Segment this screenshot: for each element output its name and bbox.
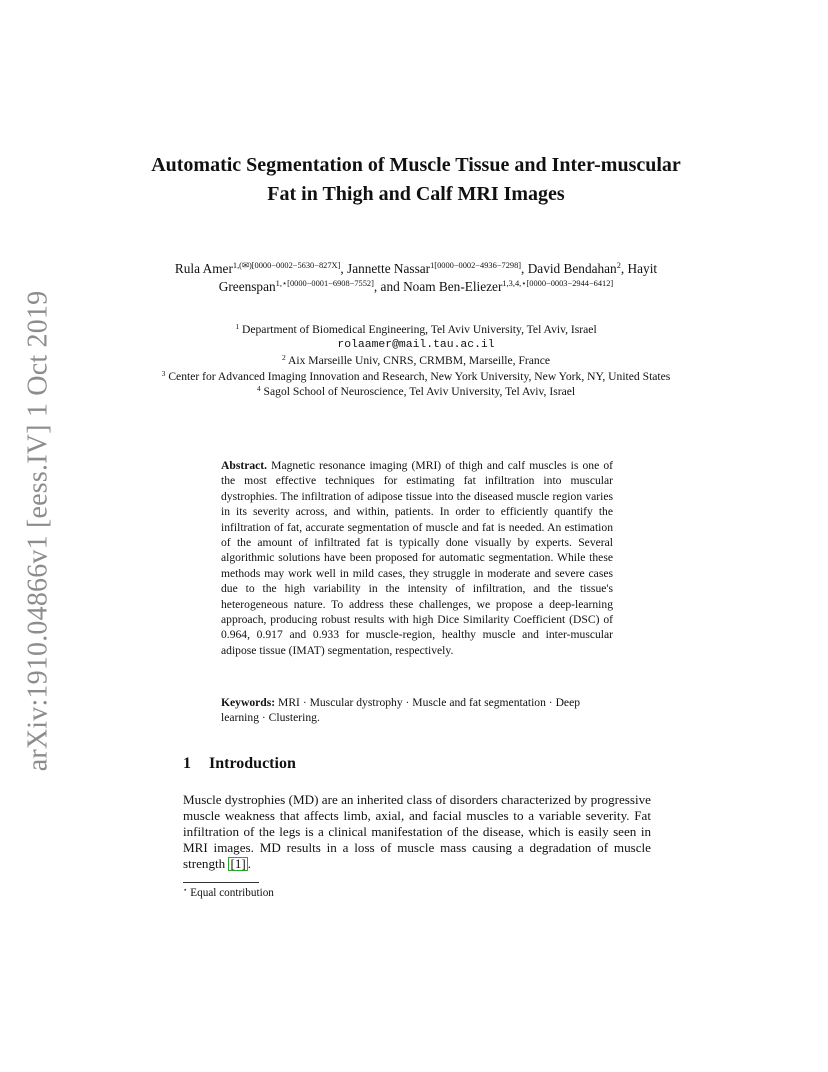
affiliation-item: [160, 369, 672, 385]
affiliation-number: 4: [256, 384, 261, 394]
author-affiliation-mark: 1[0000−0002−4936−7298]: [430, 261, 522, 270]
author-name: Jannette Nassar: [347, 261, 431, 276]
section-heading: [183, 754, 296, 774]
author-separator: ,: [521, 261, 528, 276]
author-separator: ,: [620, 261, 628, 276]
section-title: Introduction: [209, 755, 296, 772]
author-name: Rula Amer: [174, 261, 233, 276]
arxiv-stamp: [18, 290, 58, 772]
author-list: [160, 260, 672, 296]
email-link[interactable]: rolaamer@mail.tau.ac.il: [337, 338, 495, 351]
affiliation-text: Sagol School of Neuroscience, Tel Aviv University, Tel Aviv, Israel: [263, 385, 576, 399]
affiliation-item: [160, 322, 672, 338]
abstract-text: Magnetic resonance imaging (MRI) of thigh and calf muscles is one of the most effective techniques for estimating fat infiltration into muscular dystrophies. The infiltration of adipose tissue into the diseased muscle region varies in its severity across, and within, patients. In order to efficiently quantify the infiltration of fat, accurate segmentation of muscle and fat is needed. An estimation of the amount of infiltrated fat is typically done visually by experts. Several algorithmic solutions have been proposed for automatic segmentation. While these methods may work well in mild cases, they struggle in moderate and severe cases due to the high variability in the intensity of infiltration, and the tissue's heterogeneous nature. To address these challenges, we propose a deep-learning approach, producing robust results with high Dice Similarity Coefficient (DSC) of 0.964, 0.917 and 0.933 for muscle-region, healthy muscle and inter-muscular adipose tissue (IMAT) segmentation, respectively.: [221, 459, 613, 657]
keywords-text: MRI · Muscular dystrophy · Muscle and fat segmentation · Deep learning · Clustering.: [221, 696, 581, 725]
footnote-text: Equal contribution: [190, 887, 274, 899]
affiliation-text: Center for Advanced Imaging Innovation and Research, New York University, New York, NY, United States: [168, 369, 671, 383]
arxiv-stamp-text: arXiv:1910.04866v1 [eess.IV] 1 Oct 2019: [22, 290, 54, 772]
author-separator: ,: [340, 261, 348, 276]
footnote: [183, 886, 274, 900]
affiliation-text: Aix Marseille Univ, CNRS, CRMBM, Marseille, France: [287, 354, 551, 368]
abstract-label: Abstract.: [221, 459, 268, 472]
affiliation-number: 2: [281, 353, 286, 363]
intro-text: Muscle dystrophies (MD) are an inherited class of disorders characterized by progressive muscle weakness that affects limb, axial, and facial muscles to a variable severity. Fat infiltration of the legs is a clinical manifestation of the disease, which is easily seen in MRI images. MD results in a loss of muscle mass causing a degradation of muscle strength: [183, 792, 651, 871]
footnote-mark: ⋆: [183, 886, 188, 894]
affiliation-item: [160, 384, 672, 400]
intro-paragraph: [183, 792, 651, 872]
paper-title: Automatic Segmentation of Muscle Tissue and Inter-muscular Fat in Thigh and Calf MRI Images: [151, 154, 681, 205]
affiliation-item: [160, 353, 672, 369]
author-name: Noam Ben-Eliezer: [403, 279, 503, 294]
author-affiliation-mark: 1,⋆[0000−0001−6908−7552]: [275, 279, 374, 288]
author-affiliation-mark: 1,(✉)[0000−0002−5630−827X]: [232, 261, 341, 270]
affiliation-number: 3: [161, 368, 166, 378]
abstract: [221, 458, 613, 658]
affiliation-text: Department of Biomedical Engineering, Tel Aviv University, Tel Aviv, Israel: [241, 323, 597, 336]
affiliation-number: 1: [235, 322, 240, 331]
section-number: 1: [183, 755, 191, 772]
author-affiliation-mark: 1,3,4,⋆[0000−0003−2944−6412]: [502, 279, 614, 288]
author-name: Hayit Greenspan: [218, 261, 658, 294]
affiliation-list: [160, 322, 672, 400]
author-affiliation-mark: 2: [616, 261, 621, 270]
author-name: David Bendahan: [527, 261, 617, 276]
keywords: [221, 695, 613, 726]
author-separator: , and: [373, 279, 404, 294]
keywords-label: Keywords:: [221, 696, 276, 709]
footnote-divider: [183, 882, 259, 883]
citation-link[interactable]: [1]: [230, 856, 246, 871]
intro-end: .: [247, 856, 252, 871]
